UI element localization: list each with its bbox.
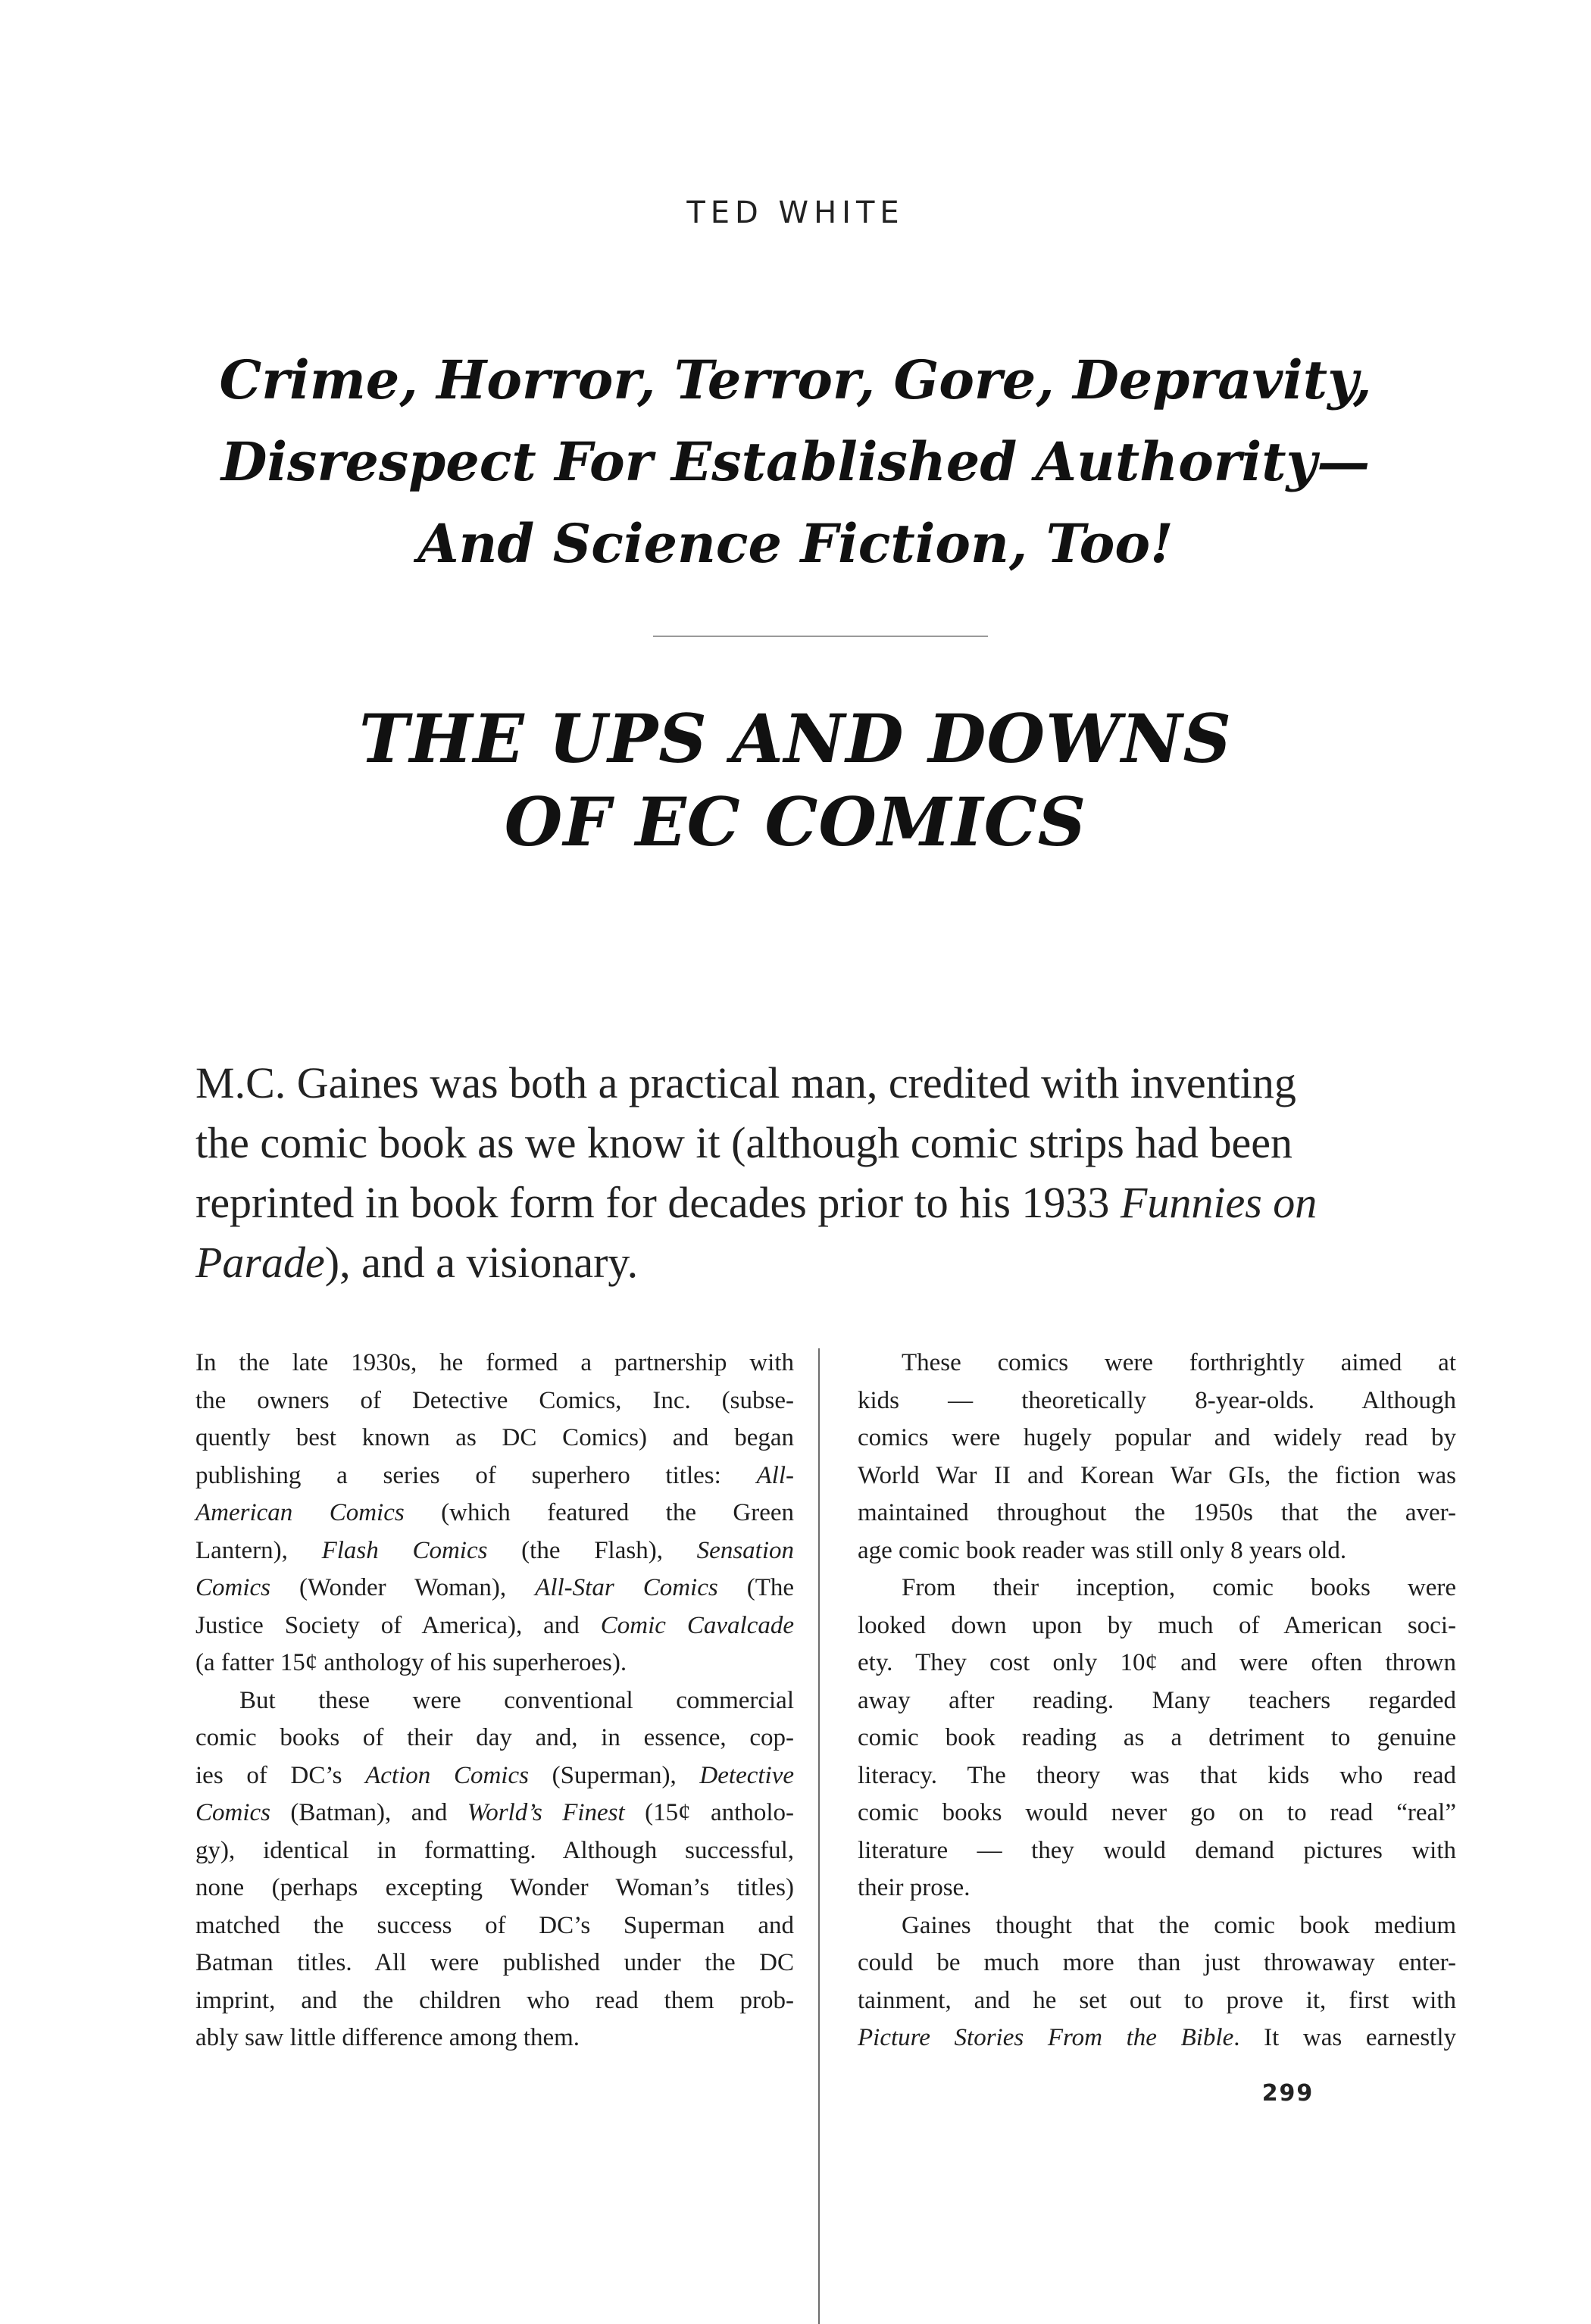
body-line [195, 1420, 794, 1457]
column-divider [818, 1348, 820, 2324]
text-run: ies of DC’s [195, 1761, 366, 1789]
body-line [858, 1682, 1456, 1720]
text-run: maintained throughout the 1950s that the aver- [858, 1499, 1456, 1526]
text-run: But these were conventional commercial [239, 1686, 794, 1714]
lead-line [195, 1232, 1446, 1292]
lead-italic-title: Parade [195, 1238, 325, 1287]
italic-title: All-Star Comics [535, 1574, 718, 1601]
title-line: THE UPS AND DOWNS [359, 699, 1232, 778]
text-run: Gaines thought that the comic book medium [902, 1911, 1456, 1939]
lead-text: the comic book as we know it (although comic strips had been [195, 1118, 1293, 1167]
body-line [195, 1345, 794, 1382]
body-column-right [858, 1345, 1456, 2057]
text-run: These comics were forthrightly aimed at [902, 1349, 1456, 1376]
body-line [858, 1345, 1456, 1382]
body-line [858, 1870, 1456, 1907]
text-run: In the late 1930s, he formed a partnership with [195, 1349, 794, 1376]
text-run: comic books would never go on to read “real” [858, 1799, 1456, 1826]
text-run: (Batman), and [270, 1799, 467, 1826]
text-run: (a fatter 15¢ anthology of his superheroes). [195, 1649, 627, 1676]
body-line [195, 1907, 794, 1945]
lead-paragraph [195, 1053, 1446, 1292]
text-run: imprint, and the children who read them prob- [195, 1986, 794, 2014]
lead-text: reprinted in book form for decades prior to his 1933 [195, 1178, 1121, 1227]
body-line [858, 1832, 1456, 1870]
body-line [195, 1757, 794, 1795]
text-run: matched the success of DC’s Superman and [195, 1911, 794, 1939]
text-run: tainment, and he set out to prove it, first with [858, 1986, 1456, 2014]
body-line [858, 1570, 1456, 1607]
body-line [195, 1382, 794, 1420]
italic-title: Comic Cavalcade [600, 1611, 795, 1639]
text-run: (the Flash), [487, 1536, 697, 1564]
text-run: their prose. [858, 1874, 971, 1901]
body-column-left [195, 1345, 794, 2057]
lead-line [195, 1113, 1446, 1173]
text-run: age comic book reader was still only 8 years old. [858, 1536, 1347, 1564]
lead-text: ), and a visionary. [324, 1238, 639, 1287]
text-run: Batman titles. All were published under the DC [195, 1949, 794, 1976]
body-line [195, 1532, 794, 1570]
text-run: comics were hugely popular and widely read by [858, 1424, 1456, 1451]
text-run: away after reading. Many teachers regarded [858, 1686, 1456, 1714]
lead-text: M.C. Gaines was both a practical man, credited with inventing [195, 1058, 1296, 1107]
body-line [858, 1382, 1456, 1420]
lead-line [195, 1173, 1446, 1232]
italic-title: American Comics [195, 1499, 405, 1526]
text-run: Lantern), [195, 1536, 322, 1564]
body-line [195, 1795, 794, 1832]
body-line [858, 1944, 1456, 1982]
italic-title: All- [756, 1461, 794, 1489]
title-separator-rule [653, 636, 988, 637]
body-line [858, 1495, 1456, 1532]
body-line [195, 1607, 794, 1645]
body-line [195, 1682, 794, 1720]
text-run: the owners of Detective Comics, Inc. (subse- [195, 1386, 794, 1414]
body-line [858, 1457, 1456, 1495]
author-name: TED WHITE [686, 195, 905, 230]
article-title [189, 697, 1402, 864]
body-line [195, 1832, 794, 1870]
page-number: 299 [1261, 2080, 1314, 2107]
text-run: comic book reading as a detriment to genuine [858, 1724, 1456, 1751]
subtitle-line: Crime, Horror, Terror, Gore, Depravity, [219, 348, 1372, 411]
article-subtitle [189, 339, 1402, 585]
body-line [858, 1420, 1456, 1457]
text-run: comic books of their day and, in essence, cop- [195, 1724, 794, 1751]
body-line [858, 1645, 1456, 1682]
text-run: (The [717, 1574, 795, 1601]
body-line [858, 1907, 1456, 1945]
italic-title: Detective [699, 1761, 794, 1789]
text-run: (Wonder Woman), [270, 1574, 536, 1601]
italic-title: World’s Finest [467, 1799, 625, 1826]
lead-italic-title: Funnies on [1120, 1178, 1317, 1227]
subtitle-line: And Science Fiction, Too! [417, 512, 1174, 575]
italic-title: Comics [195, 1574, 270, 1601]
text-run: literacy. The theory was that kids who read [858, 1761, 1456, 1789]
body-line [195, 1944, 794, 1982]
body-line [858, 1607, 1456, 1645]
text-run: (15¢ antholo- [624, 1799, 794, 1826]
subtitle-line: Disrespect For Established Authority— [220, 430, 1371, 493]
italic-title: Sensation [696, 1536, 794, 1564]
text-run: World War II and Korean War GIs, the fiction was [858, 1461, 1456, 1489]
body-line [858, 1982, 1456, 2020]
italic-title: Picture Stories From the Bible [858, 2024, 1234, 2051]
text-run: literature — they would demand pictures with [858, 1836, 1456, 1864]
body-line [195, 1457, 794, 1495]
body-line [858, 1795, 1456, 1832]
body-line [195, 1645, 794, 1682]
text-run: publishing a series of superhero titles: [195, 1461, 757, 1489]
body-line [195, 1982, 794, 2020]
title-line: OF EC COMICS [504, 782, 1087, 861]
text-run: kids — theoretically 8-year-olds. Although [858, 1386, 1456, 1414]
text-run: could be much more than just throwaway enter- [858, 1949, 1456, 1976]
text-run: quently best known as DC Comics) and began [195, 1424, 794, 1451]
text-run: (which featured the Green [404, 1499, 795, 1526]
body-line [858, 1757, 1456, 1795]
body-line [195, 1870, 794, 1907]
text-run: ety. They cost only 10¢ and were often thrown [858, 1649, 1456, 1676]
text-run: ably saw little difference among them. [195, 2024, 580, 2051]
italic-title: Comics [195, 1799, 270, 1826]
body-line [195, 2019, 794, 2057]
body-line [195, 1495, 794, 1532]
text-run: looked down upon by much of American soci- [858, 1611, 1456, 1639]
text-run: gy), identical in formatting. Although successful, [195, 1836, 794, 1864]
italic-title: Flash Comics [321, 1536, 488, 1564]
lead-line [195, 1053, 1446, 1113]
text-run: . It was earnestly [1233, 2024, 1457, 2051]
italic-title: Action Comics [365, 1761, 529, 1789]
text-run: From their inception, comic books were [902, 1574, 1456, 1601]
text-run: none (perhaps excepting Wonder Woman’s titles) [195, 1874, 794, 1901]
body-line [195, 1720, 794, 1757]
body-line [195, 1570, 794, 1607]
body-line [858, 1720, 1456, 1757]
body-line [858, 1532, 1456, 1570]
text-run: Justice Society of America), and [195, 1611, 601, 1639]
body-line [858, 2019, 1456, 2057]
text-run: (Superman), [528, 1761, 700, 1789]
